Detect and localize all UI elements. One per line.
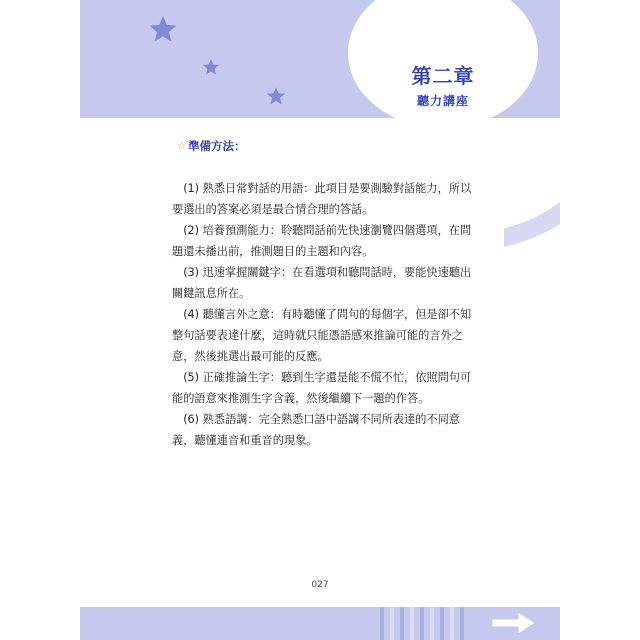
list-item <box>172 220 482 262</box>
section-heading <box>177 136 482 157</box>
list-item <box>172 367 482 409</box>
stripe <box>390 607 394 640</box>
item-term: 熟悉語調： <box>202 413 259 426</box>
item-number: (6) <box>183 413 200 426</box>
stripe <box>380 607 384 640</box>
list-item <box>172 262 482 304</box>
item-number: (5) <box>183 371 200 384</box>
item-text: 在看選項和聽問話時，要能快速聽出關鍵訊息所在。 <box>172 266 472 300</box>
star-icon <box>202 58 220 76</box>
stripe <box>430 607 434 640</box>
item-number: (3) <box>183 266 200 279</box>
list-item <box>172 178 482 220</box>
item-term: 培養預測能力： <box>202 224 281 237</box>
item-text: 聆聽問話前先快速瀏覽四個選項，在問題還未播出前，推測題目的主題和內容。 <box>172 224 472 258</box>
star-icon <box>148 14 178 44</box>
item-text: 完全熟悉口語中語調不同所表達的不同意義，聽懂連音和重音的現象。 <box>172 413 460 447</box>
star-icon <box>266 86 286 106</box>
stripe <box>460 607 464 640</box>
item-text: 聽到生字還是能不慌不忙，依照問句可能的語意來推測生字含義，然後繼續下一題的作答。 <box>172 371 472 405</box>
next-arrow-icon[interactable] <box>488 609 540 637</box>
list-item <box>172 304 482 367</box>
section-heading-text: 準備方法： <box>187 139 246 153</box>
item-number: (1) <box>183 182 200 195</box>
page-number: 027 <box>311 580 329 590</box>
list-item <box>172 409 482 451</box>
item-term: 熟悉日常對話的用語： <box>202 182 315 195</box>
stripe <box>450 607 454 640</box>
item-term: 正確推論生字： <box>202 371 281 384</box>
stripe <box>410 607 414 640</box>
star-icon: ☆ <box>177 141 186 152</box>
item-number: (4) <box>183 308 200 321</box>
body-content <box>172 136 482 451</box>
footer-stripes <box>380 607 470 640</box>
item-text: 有時聽懂了問句的每個字，但是卻不知整句話要表達什麼，這時就只能憑語感來推論可能的言外之意，然後挑選出最可能的反應。 <box>172 308 472 363</box>
item-term: 迅速掌握關鍵字： <box>202 266 293 279</box>
item-term: 聽懂言外之意： <box>202 308 281 321</box>
chapter-subtitle: 聽力講座 <box>416 94 469 108</box>
chapter-title: 第二章 <box>411 64 475 88</box>
stripe <box>400 607 404 640</box>
item-text: 此項目是要測驗對話能力，所以要選出的答案必須是最合情合理的答話。 <box>172 182 472 216</box>
stripe <box>420 607 424 640</box>
item-number: (2) <box>183 224 200 237</box>
stripe <box>440 607 444 640</box>
book-page <box>80 0 560 640</box>
